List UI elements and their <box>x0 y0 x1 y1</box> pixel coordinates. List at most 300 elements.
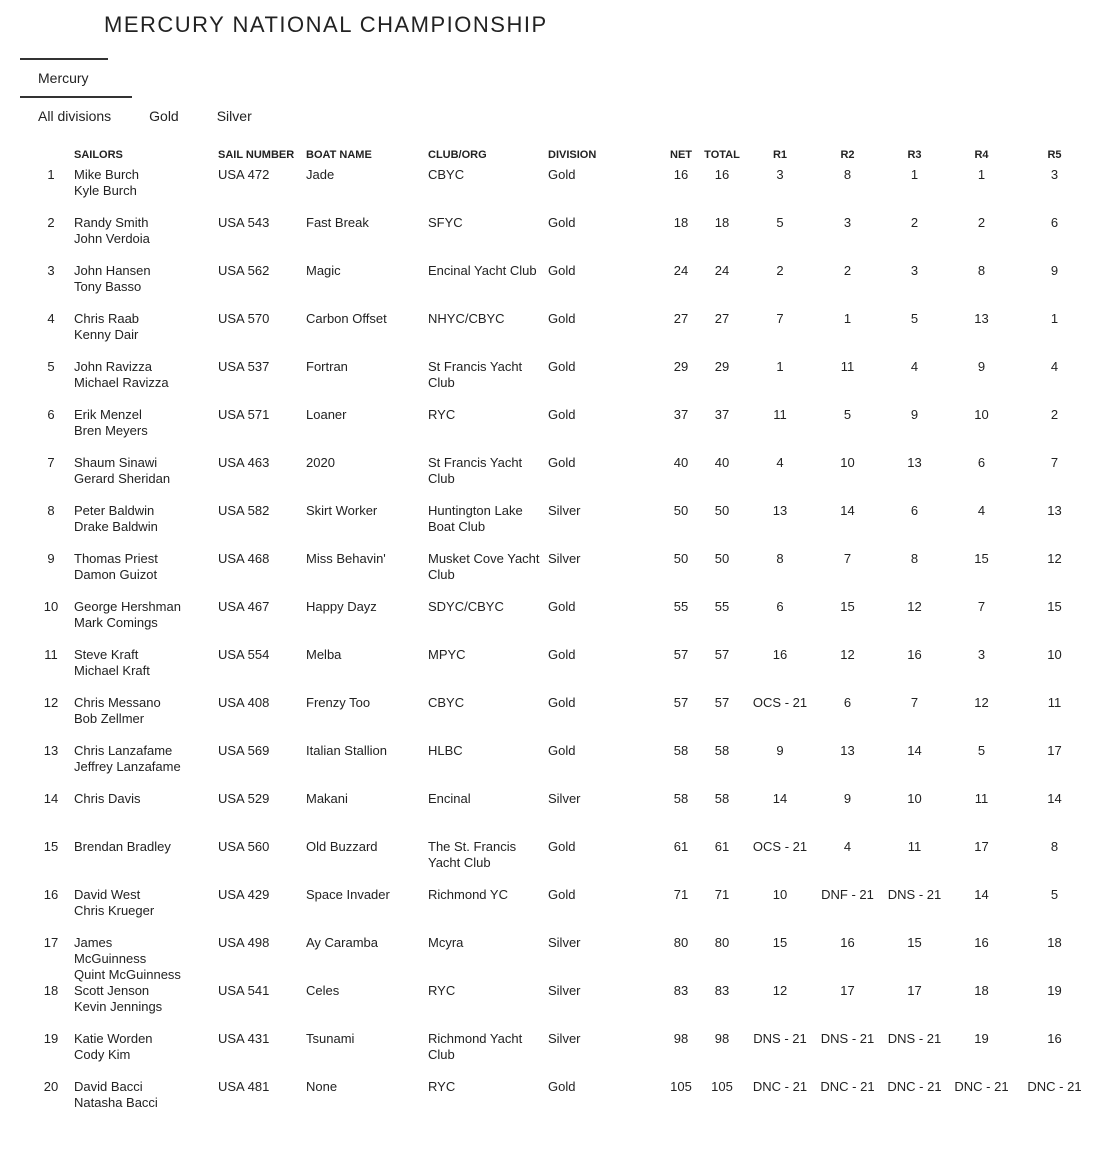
boat-name-cell: Space Invader <box>306 887 390 902</box>
race-4-cell: 13 <box>974 311 989 326</box>
net-cell: 58 <box>673 791 689 806</box>
division-cell: Silver <box>548 983 581 998</box>
race-1-cell: OCS - 21 <box>752 839 808 854</box>
sailor-name: Kevin Jennings <box>74 999 163 1014</box>
sail-number-cell: USA 560 <box>218 839 270 854</box>
boat-name-cell: Miss Behavin' <box>306 551 386 566</box>
boat-name-cell: Fortran <box>306 359 348 374</box>
net-cell: 58 <box>673 743 689 758</box>
club-cell: MPYC <box>428 647 466 662</box>
net-cell: 105 <box>670 1079 692 1094</box>
sailors-cell <box>72 167 216 215</box>
race-1-cell: 2 <box>776 263 784 278</box>
table-row[interactable] <box>30 839 1094 887</box>
col-total[interactable]: TOTAL <box>704 149 740 161</box>
total-cell: 27 <box>714 311 730 326</box>
division-cell: Gold <box>548 695 576 710</box>
race-5-cell: 6 <box>1050 215 1059 230</box>
race-5-cell: 18 <box>1047 935 1062 950</box>
sail-number-cell: USA 543 <box>218 215 270 230</box>
col-sailors[interactable]: SAILORS <box>74 149 123 161</box>
race-3-cell: 8 <box>910 551 919 566</box>
race-2-cell: 8 <box>843 167 852 182</box>
net-cell: 50 <box>673 551 689 566</box>
race-5-cell: 7 <box>1050 455 1059 470</box>
sailor-name: Peter Baldwin <box>74 503 155 518</box>
sailor-name: Kyle Burch <box>74 183 137 198</box>
sail-number-cell: USA 467 <box>218 599 270 614</box>
total-cell: 57 <box>714 647 730 662</box>
race-4-cell: 15 <box>974 551 989 566</box>
race-2-cell: 14 <box>840 503 855 518</box>
race-5-cell: 11 <box>1047 695 1062 710</box>
sailor-name: Mike Burch <box>74 167 140 182</box>
sailor-name: Michael Kraft <box>74 663 150 678</box>
table-row[interactable] <box>30 791 1094 839</box>
net-cell: 27 <box>673 311 689 326</box>
race-3-cell: 3 <box>910 263 919 278</box>
total-cell: 61 <box>714 839 730 854</box>
race-4-cell: 10 <box>974 407 989 422</box>
boat-name-cell: Fast Break <box>306 215 369 230</box>
sailor-name: Chris Davis <box>74 791 141 806</box>
sailor-name: John Ravizza <box>74 359 153 374</box>
total-cell: 37 <box>714 407 730 422</box>
sailor-name: Scott Jenson <box>74 983 150 998</box>
sailors-cell <box>72 503 216 551</box>
sail-number-cell: USA 431 <box>218 1031 270 1046</box>
race-2-cell: 10 <box>840 455 855 470</box>
division-cell: Gold <box>548 455 576 470</box>
sailor-name: David Bacci <box>74 1079 143 1094</box>
sailor-name: Thomas Priest <box>74 551 158 566</box>
race-3-cell: 17 <box>907 983 922 998</box>
race-1-cell: 9 <box>776 743 784 758</box>
total-cell: 71 <box>714 887 730 902</box>
filter-gold[interactable]: Gold <box>149 108 179 124</box>
boat-name-cell: Old Buzzard <box>306 839 378 854</box>
sail-number-cell: USA 541 <box>218 983 270 998</box>
sail-number-cell: USA 571 <box>218 407 270 422</box>
sailors-cell <box>72 695 216 743</box>
total-cell: 58 <box>714 743 730 758</box>
col-r3[interactable]: R3 <box>907 149 922 161</box>
total-cell: 29 <box>714 359 730 374</box>
sailor-name: Randy Smith <box>74 215 149 230</box>
sailors-cell <box>72 311 216 359</box>
table-row[interactable] <box>30 1079 1094 1127</box>
col-r2[interactable]: R2 <box>840 149 855 161</box>
sailors-cell <box>72 791 216 839</box>
club-cell: SDYC/CBYC <box>428 599 504 614</box>
division-cell: Silver <box>548 551 581 566</box>
sailors-cell <box>72 407 216 455</box>
race-3-cell: 15 <box>907 935 922 950</box>
boat-name-cell: Makani <box>306 791 348 806</box>
race-3-cell: 7 <box>910 695 919 710</box>
sailors-cell <box>72 983 216 1031</box>
race-3-cell: DNS - 21 <box>887 1031 942 1046</box>
tab-rule-bottom <box>20 96 132 98</box>
sailor-name: Cody Kim <box>74 1047 131 1062</box>
sailors-cell <box>72 887 216 935</box>
club-cell: St Francis Yacht Club <box>428 455 523 486</box>
position-cell: 6 <box>47 407 55 422</box>
race-3-cell: 6 <box>910 503 919 518</box>
sailor-name: Jeffrey Lanzafame <box>74 759 181 774</box>
table-row[interactable] <box>30 551 1094 599</box>
race-5-cell: DNC - 21 <box>1027 1079 1082 1094</box>
net-cell: 16 <box>673 167 689 182</box>
net-cell: 61 <box>673 839 689 854</box>
boat-name-cell: Ay Caramba <box>306 935 379 950</box>
race-1-cell: 10 <box>772 887 788 902</box>
position-cell: 7 <box>47 455 55 470</box>
boat-name-cell: Carbon Offset <box>306 311 387 326</box>
col-position <box>30 145 72 167</box>
race-5-cell: 16 <box>1047 1031 1062 1046</box>
sailors-cell <box>72 263 216 311</box>
total-cell: 57 <box>714 695 730 710</box>
total-cell: 58 <box>714 791 730 806</box>
race-1-cell: 15 <box>772 935 788 950</box>
race-1-cell: OCS - 21 <box>752 695 808 710</box>
sail-number-cell: USA 429 <box>218 887 270 902</box>
race-3-cell: DNC - 21 <box>887 1079 942 1094</box>
race-1-cell: DNC - 21 <box>752 1079 808 1094</box>
race-5-cell: 12 <box>1047 551 1062 566</box>
club-cell: CBYC <box>428 167 465 182</box>
race-3-cell: 14 <box>907 743 922 758</box>
club-cell: Huntington Lake Boat Club <box>428 503 523 534</box>
sailor-name: Steve Kraft <box>74 647 139 662</box>
boat-name-cell: None <box>306 1079 338 1094</box>
race-2-cell: 1 <box>843 311 852 326</box>
total-cell: 98 <box>714 1031 730 1046</box>
table-row[interactable] <box>30 887 1094 935</box>
sail-number-cell: USA 529 <box>218 791 270 806</box>
race-3-cell: 5 <box>910 311 919 326</box>
club-cell: NHYC/CBYC <box>428 311 505 326</box>
club-cell: CBYC <box>428 695 465 710</box>
race-5-cell: 19 <box>1047 983 1062 998</box>
division-filters <box>38 108 290 124</box>
tab-rule-top <box>20 58 108 60</box>
division-cell: Gold <box>548 407 576 422</box>
race-1-cell: 13 <box>772 503 788 518</box>
table-row[interactable] <box>30 263 1094 311</box>
col-r5[interactable]: R5 <box>1047 149 1062 161</box>
race-1-cell: 12 <box>772 983 788 998</box>
race-1-cell: 1 <box>776 359 784 374</box>
division-cell: Gold <box>548 647 576 662</box>
table-row[interactable] <box>30 983 1094 1031</box>
club-cell: Musket Cove Yacht Club <box>428 551 540 582</box>
total-cell: 80 <box>714 935 730 950</box>
division-cell: Silver <box>548 503 581 518</box>
position-cell: 17 <box>43 935 59 950</box>
table-body <box>30 167 1094 1127</box>
race-2-cell: 5 <box>843 407 852 422</box>
position-cell: 1 <box>47 167 55 182</box>
race-4-cell: 17 <box>974 839 989 854</box>
sailor-name: Drake Baldwin <box>74 519 158 534</box>
filter-all-divisions[interactable]: All divisions <box>38 108 112 124</box>
sailor-name: Chris Krueger <box>74 903 155 918</box>
club-cell: Richmond YC <box>428 887 508 902</box>
race-3-cell: 10 <box>907 791 922 806</box>
col-sail-number[interactable]: SAIL NUMBER <box>218 149 295 161</box>
net-cell: 50 <box>673 503 689 518</box>
net-cell: 57 <box>673 695 689 710</box>
race-3-cell: 2 <box>910 215 919 230</box>
sailors-cell <box>72 455 216 503</box>
sailors-cell <box>72 215 216 263</box>
total-cell: 55 <box>714 599 730 614</box>
sail-number-cell: USA 554 <box>218 647 270 662</box>
boat-name-cell: Frenzy Too <box>306 695 371 710</box>
race-3-cell: 9 <box>910 407 919 422</box>
sailors-cell <box>72 551 216 599</box>
race-4-cell: DNC - 21 <box>954 1079 1009 1094</box>
table-row[interactable] <box>30 407 1094 455</box>
race-4-cell: 1 <box>977 167 986 182</box>
boat-name-cell: Happy Dayz <box>306 599 377 614</box>
race-4-cell: 14 <box>974 887 989 902</box>
sailor-name: Brendan Bradley <box>74 839 171 854</box>
club-cell: RYC <box>428 407 456 422</box>
race-4-cell: 9 <box>977 359 986 374</box>
sail-number-cell: USA 408 <box>218 695 270 710</box>
table-row[interactable] <box>30 695 1094 743</box>
race-1-cell: 14 <box>772 791 788 806</box>
position-cell: 11 <box>44 647 58 662</box>
sail-number-cell: USA 570 <box>218 311 270 326</box>
club-cell: The St. Francis Yacht Club <box>428 839 517 870</box>
boat-name-cell: Celes <box>306 983 340 998</box>
net-cell: 98 <box>673 1031 689 1046</box>
race-2-cell: 7 <box>843 551 852 566</box>
race-5-cell: 2 <box>1050 407 1059 422</box>
net-cell: 18 <box>673 215 689 230</box>
race-2-cell: DNC - 21 <box>820 1079 875 1094</box>
net-cell: 40 <box>673 455 689 470</box>
position-cell: 15 <box>43 839 59 854</box>
col-division[interactable]: DIVISION <box>548 149 597 161</box>
total-cell: 50 <box>714 551 730 566</box>
race-2-cell: 11 <box>840 359 855 374</box>
sailors-cell <box>72 599 216 647</box>
race-3-cell: 4 <box>910 359 919 374</box>
net-cell: 71 <box>673 887 689 902</box>
race-4-cell: 7 <box>977 599 986 614</box>
position-cell: 13 <box>43 743 59 758</box>
race-1-cell: DNS - 21 <box>753 1031 807 1046</box>
race-3-cell: 12 <box>907 599 922 614</box>
sailor-name: Tony Basso <box>74 279 142 294</box>
tab-mercury[interactable]: Mercury <box>38 70 89 86</box>
results-table <box>30 145 1094 1127</box>
col-r4[interactable]: R4 <box>974 149 989 161</box>
position-cell: 10 <box>43 599 59 614</box>
net-cell: 57 <box>673 647 689 662</box>
sailor-name: Quint McGuinness <box>74 967 181 982</box>
net-cell: 80 <box>673 935 689 950</box>
sailor-name: Damon Guizot <box>74 567 158 582</box>
division-cell: Gold <box>548 263 576 278</box>
division-cell: Silver <box>548 935 581 950</box>
race-4-cell: 6 <box>977 455 986 470</box>
sailors-cell <box>72 1079 216 1127</box>
division-cell: Gold <box>548 599 576 614</box>
race-4-cell: 16 <box>974 935 989 950</box>
sailor-name: Bob Zellmer <box>74 711 145 726</box>
sail-number-cell: USA 498 <box>218 935 270 950</box>
sailor-name: Gerard Sheridan <box>74 471 171 486</box>
race-2-cell: DNS - 21 <box>820 1031 875 1046</box>
sailor-name: Erik Menzel <box>74 407 142 422</box>
race-4-cell: 11 <box>974 791 989 806</box>
club-cell: Mcyra <box>428 935 464 950</box>
net-cell: 29 <box>673 359 689 374</box>
position-cell: 2 <box>47 215 55 230</box>
sail-number-cell: USA 582 <box>218 503 270 518</box>
race-4-cell: 8 <box>977 263 986 278</box>
table-row[interactable] <box>30 215 1094 263</box>
boat-name-cell: Loaner <box>306 407 347 422</box>
sail-number-cell: USA 537 <box>218 359 270 374</box>
total-cell: 50 <box>714 503 730 518</box>
race-2-cell: 9 <box>843 791 852 806</box>
net-cell: 83 <box>673 983 689 998</box>
table-row[interactable] <box>30 1031 1094 1079</box>
race-4-cell: 3 <box>977 647 986 662</box>
position-cell: 18 <box>43 983 59 998</box>
table-row[interactable] <box>30 311 1094 359</box>
total-cell: 40 <box>714 455 730 470</box>
club-cell: RYC <box>428 983 456 998</box>
race-1-cell: 5 <box>776 215 784 230</box>
race-4-cell: 2 <box>977 215 986 230</box>
race-5-cell: 17 <box>1047 743 1062 758</box>
race-5-cell: 9 <box>1050 263 1059 278</box>
table-row[interactable] <box>30 503 1094 551</box>
division-cell: Gold <box>548 167 576 182</box>
sailors-cell <box>72 839 216 887</box>
total-cell: 83 <box>714 983 730 998</box>
race-3-cell: 16 <box>907 647 922 662</box>
table-row[interactable] <box>30 455 1094 503</box>
sail-number-cell: USA 468 <box>218 551 270 566</box>
division-cell: Gold <box>548 743 576 758</box>
race-2-cell: 3 <box>843 215 852 230</box>
race-2-cell: 6 <box>843 695 852 710</box>
position-cell: 9 <box>47 551 55 566</box>
sail-number-cell: USA 481 <box>218 1079 270 1094</box>
boat-name-cell: Tsunami <box>306 1031 355 1046</box>
col-r1[interactable]: R1 <box>772 149 788 161</box>
position-cell: 8 <box>47 503 55 518</box>
club-cell: Encinal Yacht Club <box>428 263 537 278</box>
col-club[interactable]: CLUB/ORG <box>428 149 487 161</box>
race-4-cell: 18 <box>974 983 989 998</box>
club-cell: Richmond Yacht Club <box>428 1031 523 1062</box>
club-cell: St Francis Yacht Club <box>428 359 523 390</box>
race-1-cell: 4 <box>776 455 784 470</box>
sailors-cell <box>72 359 216 407</box>
sailor-name: Chris Raab <box>74 311 140 326</box>
sailors-cell <box>72 743 216 791</box>
sailor-name: Mark Comings <box>74 615 158 630</box>
boat-name-cell: 2020 <box>306 455 335 470</box>
race-1-cell: 11 <box>773 407 787 422</box>
race-3-cell: DNS - 21 <box>887 887 942 902</box>
sailors-cell <box>72 1031 216 1079</box>
table-row[interactable] <box>30 647 1094 695</box>
division-cell: Gold <box>548 215 576 230</box>
total-cell: 105 <box>711 1079 733 1094</box>
race-2-cell: 2 <box>843 263 852 278</box>
table-row[interactable] <box>30 935 1094 983</box>
race-4-cell: 5 <box>977 743 986 758</box>
race-4-cell: 12 <box>974 695 989 710</box>
race-2-cell: 12 <box>840 647 855 662</box>
table-row[interactable] <box>30 167 1094 215</box>
table-row[interactable] <box>30 599 1094 647</box>
position-cell: 4 <box>47 311 55 326</box>
sailor-name: Bren Meyers <box>74 423 148 438</box>
col-net[interactable]: NET <box>670 149 692 161</box>
position-cell: 20 <box>43 1079 59 1094</box>
race-2-cell: 13 <box>840 743 855 758</box>
total-cell: 16 <box>714 167 730 182</box>
sailor-name: John Verdoia <box>74 231 150 246</box>
total-cell: 24 <box>714 263 730 278</box>
sailor-name: Michael Ravizza <box>74 375 169 390</box>
race-5-cell: 14 <box>1047 791 1062 806</box>
race-5-cell: 5 <box>1050 887 1059 902</box>
filter-silver[interactable]: Silver <box>216 108 252 124</box>
race-2-cell: 15 <box>840 599 855 614</box>
race-4-cell: 4 <box>977 503 986 518</box>
race-1-cell: 7 <box>776 311 784 326</box>
race-1-cell: 8 <box>776 551 784 566</box>
division-cell: Silver <box>548 1031 581 1046</box>
sailor-name: Shaum Sinawi <box>74 455 158 470</box>
division-cell: Gold <box>548 1079 576 1094</box>
race-5-cell: 8 <box>1050 839 1059 854</box>
position-cell: 16 <box>43 887 59 902</box>
total-cell: 18 <box>714 215 730 230</box>
sailor-name: John Hansen <box>74 263 151 278</box>
col-boat-name[interactable]: BOAT NAME <box>306 149 372 161</box>
boat-name-cell: Jade <box>306 167 335 182</box>
sailor-name: Chris Lanzafame <box>74 743 173 758</box>
race-5-cell: 13 <box>1047 503 1062 518</box>
table-row[interactable] <box>30 359 1094 407</box>
table-row[interactable] <box>30 743 1094 791</box>
race-2-cell: 17 <box>840 983 855 998</box>
race-5-cell: 15 <box>1047 599 1062 614</box>
sailor-name: Kenny Dair <box>74 327 139 342</box>
table-header-row <box>30 145 1094 167</box>
sailor-name: Katie Worden <box>74 1031 153 1046</box>
race-2-cell: 16 <box>840 935 855 950</box>
sailor-name: Natasha Bacci <box>74 1095 158 1110</box>
position-cell: 14 <box>43 791 59 806</box>
race-5-cell: 10 <box>1047 647 1062 662</box>
boat-name-cell: Melba <box>306 647 342 662</box>
